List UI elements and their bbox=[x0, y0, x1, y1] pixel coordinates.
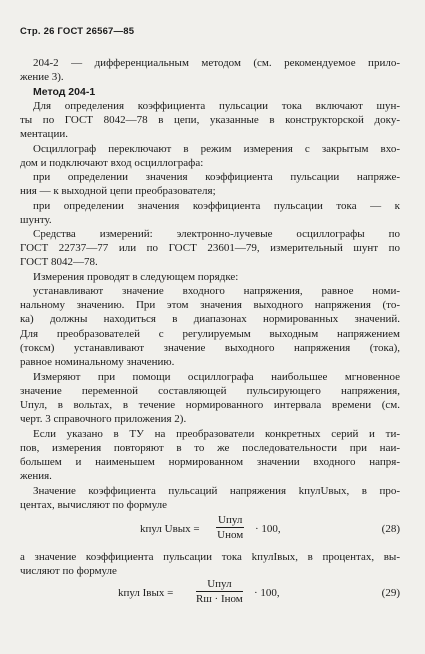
text-line: Осциллограф переключают в режим измерения с закрытым вхо- bbox=[33, 143, 400, 155]
text-line: жение 3). bbox=[20, 71, 64, 83]
text-line: большем и наименьшем нормированном значении входного напря- bbox=[20, 456, 400, 468]
text-line: ка) должны находиться в диапазонах нормированных значений. bbox=[20, 313, 400, 325]
text-line: ты по ГОСТ 8042—78 в цепи, указанные в конструкторской доку- bbox=[20, 114, 400, 126]
text-line: ГОСТ 22737—77 или по ГОСТ 23601—79, измерительный шунт по bbox=[20, 242, 400, 254]
text-line: Средства измерений: электронно-лучевые осциллографы по bbox=[33, 228, 400, 240]
text-line: а значение коэффициента пульсации тока kпулIвых, в процентах, вы- bbox=[20, 551, 400, 563]
text-line: (токсм) устанавливают значение выходного напряжения (тока), bbox=[20, 342, 400, 354]
formula-28-fraction bbox=[216, 514, 244, 541]
text-line: ментации. bbox=[20, 128, 68, 140]
formula-29-fraction bbox=[196, 578, 243, 605]
text-line: Значение коэффициента пульсаций напряжения kпулUвых, в про- bbox=[33, 485, 400, 497]
text-line: шунту. bbox=[20, 214, 52, 226]
formula-29-number: (29) bbox=[381, 587, 400, 599]
text-line: Для определения коэффициента пульсации тока включают шун- bbox=[33, 100, 400, 112]
formula-29-tail: · 100, bbox=[254, 587, 280, 599]
text-line: Если указано в ТУ на преобразователи конкретных серий и ти- bbox=[33, 428, 400, 440]
text-line: при определении значения коэффициента пульсации напряже- bbox=[33, 171, 400, 183]
text-line: 204-2 — дифференциальным методом (см. рекомендуемое прило- bbox=[33, 57, 400, 69]
text-line: Измеряют при помощи осциллографа наибольшее мгновенное bbox=[33, 371, 400, 383]
text-line: значение переменной составляющей пульсирующего напряжения, bbox=[20, 385, 400, 397]
text-line: Измерения проводят в следующем порядке: bbox=[33, 271, 239, 283]
text-line: нальному значению. При этом значения выходного напряжения (то- bbox=[20, 299, 400, 311]
text-line: центах, вычисляют по формуле bbox=[20, 499, 167, 511]
text-line: пов, измерения повторяют в то же последовательности при наи- bbox=[20, 442, 400, 454]
text-line: числяют по формуле bbox=[20, 565, 117, 577]
formula-29-denominator: Rш · Iном bbox=[196, 593, 243, 605]
text-line: Для преобразователей с регулируемым выходным напряжением bbox=[20, 328, 400, 340]
text-line: дом и подключают вход осциллографа: bbox=[20, 157, 204, 169]
formula-28-lhs: kпул Uвых = bbox=[140, 523, 200, 535]
formula-28 bbox=[0, 514, 425, 548]
text-line: устанавливают значение входного напряжения, равное номи- bbox=[33, 285, 400, 297]
formula-28-number: (28) bbox=[381, 523, 400, 535]
formula-29-numerator: Uпул bbox=[196, 578, 243, 592]
formula-28-tail: · 100, bbox=[255, 523, 281, 535]
text-line: ния — к выходной цепи преобразователя; bbox=[20, 185, 216, 197]
text-line: черт. 3 справочного приложения 2). bbox=[20, 413, 187, 425]
text-line: ГОСТ 8042—78. bbox=[20, 256, 98, 268]
text-line: равное номинальному значению. bbox=[20, 356, 175, 368]
text-line: Uпул, в вольтах, в течение нормированного интервала времени (см. bbox=[20, 399, 400, 411]
page-header: Стр. 26 ГОСТ 26567—85 bbox=[20, 26, 135, 37]
method-heading: Метод 204-1 bbox=[33, 86, 96, 98]
formula-28-numerator: Uпул bbox=[218, 514, 243, 526]
formula-29 bbox=[0, 578, 425, 612]
text-line: жения. bbox=[20, 470, 52, 482]
formula-28-denominator: Uном bbox=[217, 529, 244, 541]
formula-29-lhs: kпул Iвых = bbox=[118, 587, 174, 599]
text-line: при определении значения коэффициента пульсации тока — к bbox=[33, 200, 400, 212]
